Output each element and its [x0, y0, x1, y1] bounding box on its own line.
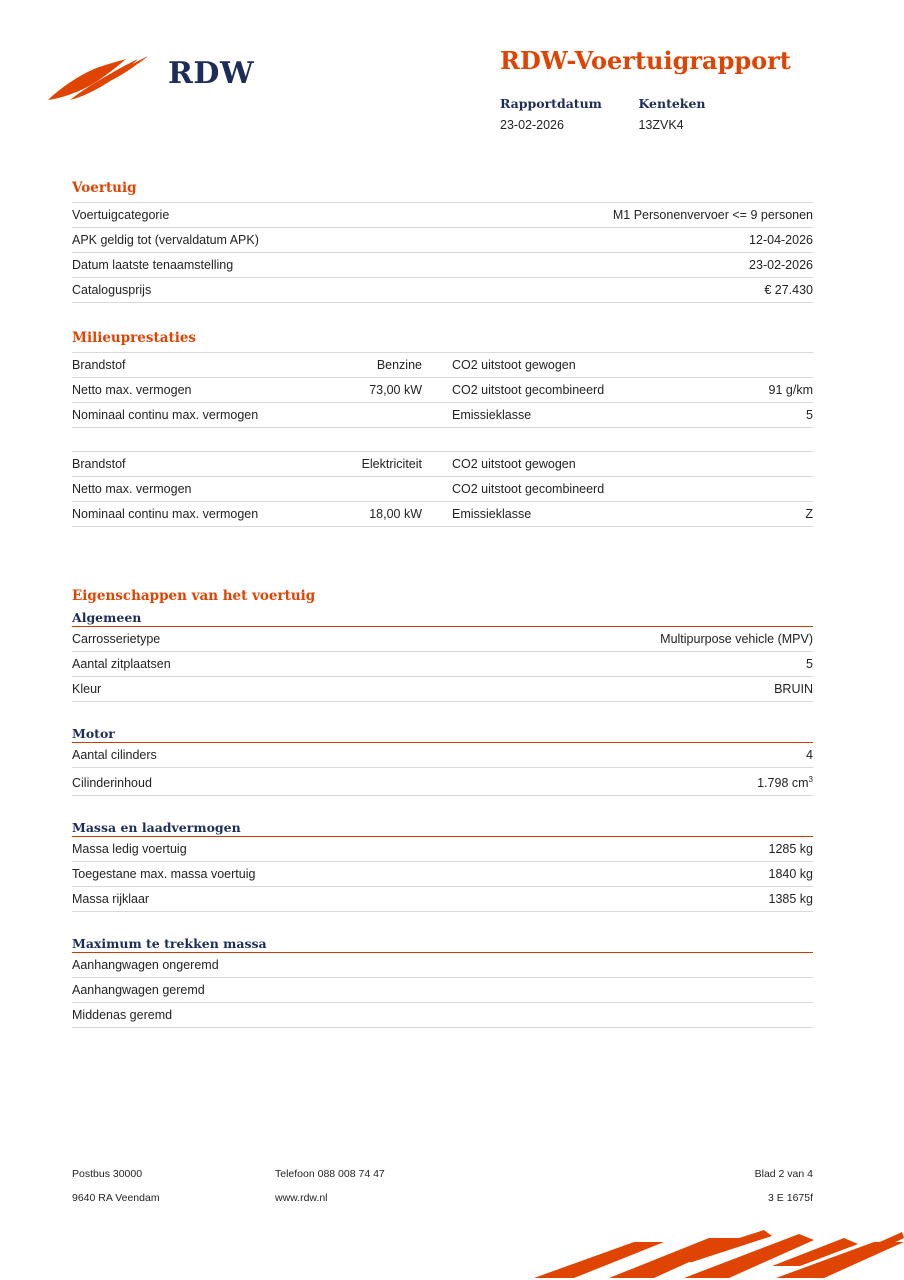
row-value-emissie: 5: [672, 403, 813, 428]
table-row: [72, 1003, 813, 1028]
row-value: € 27.430: [430, 278, 813, 303]
footer-telefoon: Telefoon 088 008 74 47: [275, 1168, 385, 1180]
row-label: Voertuigcategorie: [72, 203, 430, 228]
footer-address: 9640 RA Veendam: [72, 1192, 160, 1204]
row-label: Aantal cilinders: [72, 743, 519, 768]
table-row: [72, 768, 813, 796]
footer-page-number: Blad 2 van 4: [754, 1168, 813, 1180]
table-row: [72, 652, 813, 677]
table-row: [72, 253, 813, 278]
group-title-motor: Motor: [72, 726, 115, 741]
row-label-cont: Nominaal continu max. vermogen: [72, 403, 292, 428]
section-eigenschappen: [72, 588, 813, 1028]
footer-form-code: 3 E 1675f: [768, 1192, 813, 1204]
row-label: Aantal zitplaatsen: [72, 652, 363, 677]
row-label-co2comb: CO2 uitstoot gecombineerd: [442, 378, 672, 403]
table-row: [72, 502, 813, 527]
table-row: [72, 452, 813, 477]
voertuig-table: [72, 202, 813, 303]
table-row: [72, 353, 813, 378]
row-value-cilinderinhoud: [519, 768, 813, 796]
algemeen-table: [72, 626, 813, 702]
report-meta: [500, 96, 860, 132]
row-label-fuel: Brandstof: [72, 452, 292, 477]
row-label: Kleur: [72, 677, 363, 702]
table-row: [72, 403, 813, 428]
table-row: [72, 278, 813, 303]
motor-table: [72, 742, 813, 796]
massa-table: [72, 836, 813, 912]
row-label: Datum laatste tenaamstelling: [72, 253, 430, 278]
meta-rapportdatum: [500, 96, 634, 132]
row-value-power: 73,00 kW: [292, 378, 442, 403]
row-value: 1.798 cm: [757, 776, 809, 791]
row-label: Carrosserietype: [72, 627, 363, 652]
meta-kenteken: [638, 96, 705, 132]
rdw-logo-text: RDW: [168, 56, 255, 91]
rdw-swoosh-logo-icon: [46, 56, 154, 104]
meta-kenteken-label: Kenteken: [638, 96, 706, 111]
row-label-co2: CO2 uitstoot gewogen: [442, 452, 672, 477]
row-value: M1 Personenvervoer <= 9 personen: [430, 203, 813, 228]
row-label-cont: Nominaal continu max. vermogen: [72, 502, 292, 527]
table-row: [72, 477, 813, 502]
table-row: [72, 953, 813, 978]
table-row: [72, 203, 813, 228]
section-milieu-title: Milieuprestaties: [72, 330, 197, 346]
trekken-massa-table: [72, 952, 813, 1028]
row-value: 1285 kg: [668, 837, 813, 862]
row-label-co2comb: CO2 uitstoot gecombineerd: [442, 477, 672, 502]
table-row: [72, 862, 813, 887]
row-label-power: Netto max. vermogen: [72, 477, 292, 502]
row-value-cont: [292, 403, 442, 428]
row-value-fuel: Benzine: [292, 353, 442, 378]
meta-rapportdatum-label: Rapportdatum: [500, 96, 602, 111]
row-label: Aanhangwagen ongeremd: [72, 953, 813, 978]
row-value-fuel: Elektriciteit: [292, 452, 442, 477]
document-header: [0, 26, 904, 146]
milieu-block-benzine: [72, 352, 813, 428]
row-label: Catalogusprijs: [72, 278, 430, 303]
rdw-logo: [46, 38, 306, 118]
section-milieuprestaties: [72, 330, 813, 527]
row-value: 12-04-2026: [430, 228, 813, 253]
row-label: Middenas geremd: [72, 1003, 813, 1028]
row-value-superscript: 3: [808, 775, 813, 784]
row-label: Cilinderinhoud: [72, 768, 519, 796]
milieu-block-elektriciteit: [72, 451, 813, 527]
row-label: Massa ledig voertuig: [72, 837, 668, 862]
section-eigenschappen-title: Eigenschappen van het voertuig: [72, 588, 316, 604]
document-footer: [72, 1168, 813, 1216]
row-label-fuel: Brandstof: [72, 353, 292, 378]
group-title-trekken: Maximum te trekken massa: [72, 936, 267, 952]
row-label: Toegestane max. massa voertuig: [72, 862, 668, 887]
row-value-cont: 18,00 kW: [292, 502, 442, 527]
section-voertuig: [72, 180, 813, 303]
row-value-co2: [672, 353, 813, 378]
table-row: [72, 378, 813, 403]
meta-rapportdatum-value: 23-02-2026: [500, 118, 564, 132]
row-value: 5: [363, 652, 813, 677]
table-row: [72, 228, 813, 253]
row-label-emissie: Emissieklasse: [442, 403, 672, 428]
footer-line-1: [72, 1168, 813, 1192]
meta-kenteken-value: 13ZVK4: [638, 118, 684, 132]
table-row: [72, 887, 813, 912]
row-label-power: Netto max. vermogen: [72, 378, 292, 403]
row-value: BRUIN: [363, 677, 813, 702]
row-value-co2: [672, 452, 813, 477]
rdw-footer-stripes-icon: [514, 1220, 904, 1280]
table-row: [72, 978, 813, 1003]
table-row: [72, 677, 813, 702]
row-value: Multipurpose vehicle (MPV): [363, 627, 813, 652]
page-title: RDW-Voertuigrapport: [500, 46, 791, 75]
row-label: Massa rijklaar: [72, 887, 668, 912]
row-value-co2comb: 91 g/km: [672, 378, 813, 403]
group-title-algemeen: Algemeen: [72, 610, 142, 625]
row-label: Aanhangwagen geremd: [72, 978, 813, 1003]
table-row: [72, 743, 813, 768]
footer-line-2: [72, 1192, 813, 1216]
row-value: 1385 kg: [668, 887, 813, 912]
row-value: 23-02-2026: [430, 253, 813, 278]
footer-postbus: Postbus 30000: [72, 1168, 143, 1180]
row-label-emissie: Emissieklasse: [442, 502, 672, 527]
row-value-power: [292, 477, 442, 502]
row-label-co2: CO2 uitstoot gewogen: [442, 353, 672, 378]
table-row: [72, 627, 813, 652]
group-title-massa: Massa en laadvermogen: [72, 820, 241, 836]
row-value-co2comb: [672, 477, 813, 502]
table-row: [72, 837, 813, 862]
section-voertuig-title: Voertuig: [72, 180, 137, 196]
row-label: APK geldig tot (vervaldatum APK): [72, 228, 430, 253]
row-value-emissie: Z: [672, 502, 813, 527]
footer-website[interactable]: www.rdw.nl: [275, 1192, 328, 1204]
row-value: 4: [519, 743, 813, 768]
row-value: 1840 kg: [668, 862, 813, 887]
